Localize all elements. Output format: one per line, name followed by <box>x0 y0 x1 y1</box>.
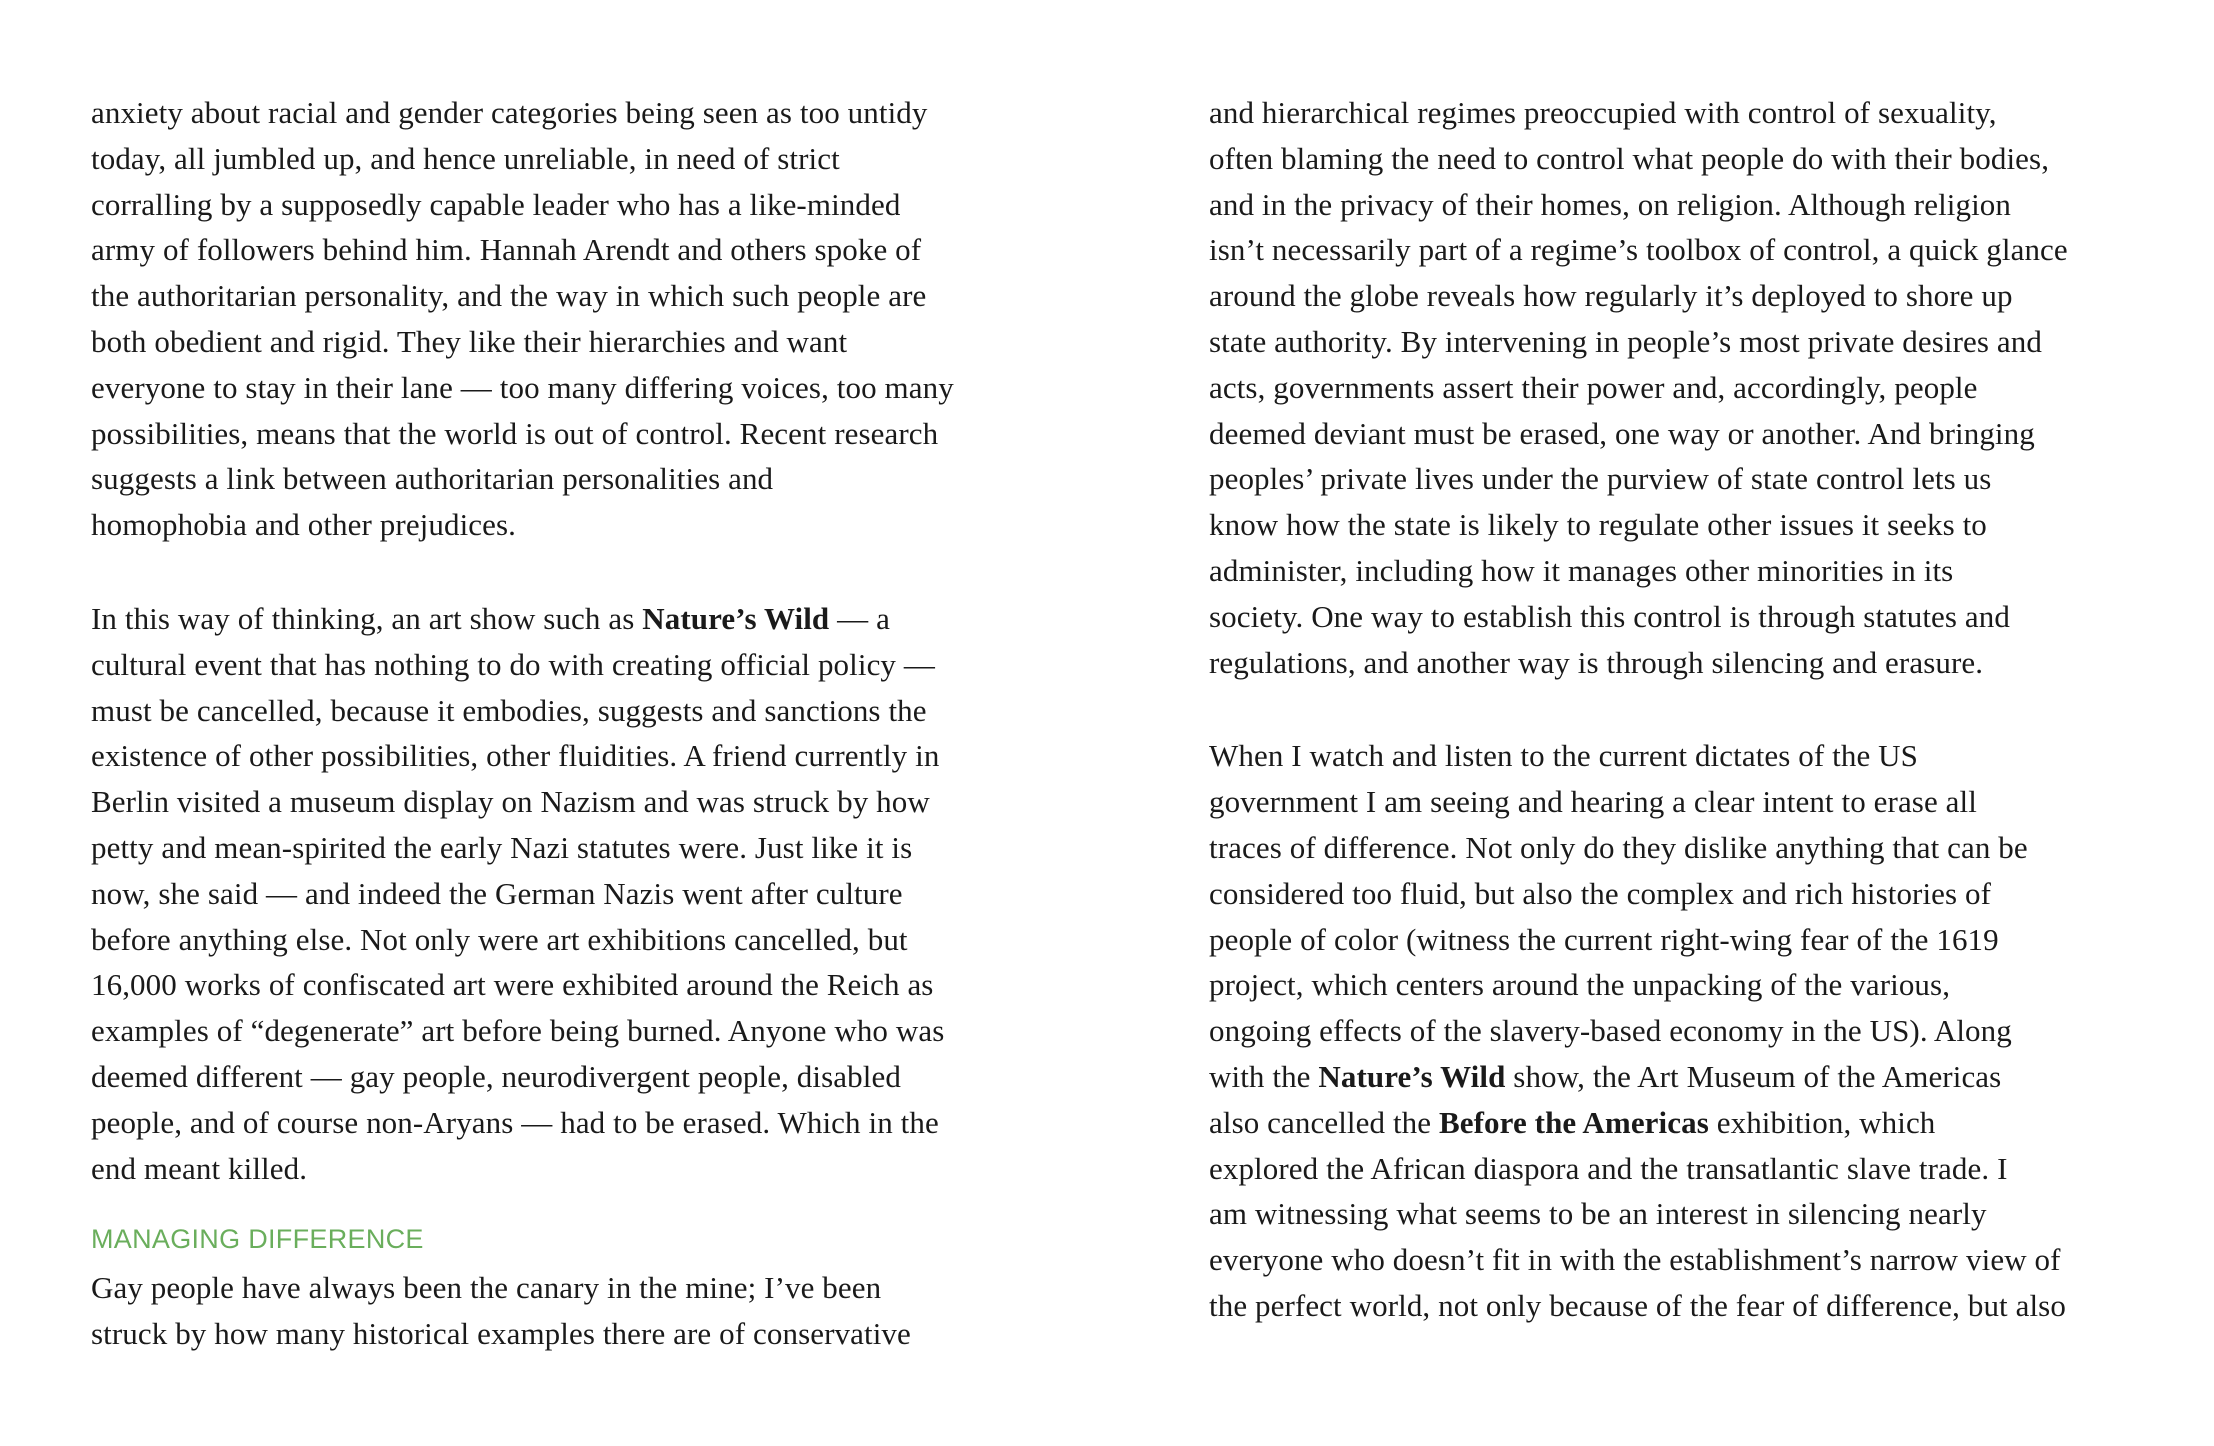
left-column <box>91 90 1011 1370</box>
text-line: today, all jumbled up, and hence unreliable, in need of strict <box>91 140 840 176</box>
text-line: everyone to stay in their lane — too many differing voices, too many <box>91 369 954 405</box>
text-line: society. One way to establish this control is through statutes and <box>1209 598 2010 634</box>
text-line: people of color (witness the current right-wing fear of the 1619 <box>1209 921 1999 957</box>
paragraph <box>1209 90 2129 685</box>
text-line: the perfect world, not only because of the fear of difference, but also <box>1209 1287 2066 1323</box>
text-run: show, the Art Museum of the Americas <box>1505 1058 2002 1094</box>
text-line: examples of “degenerate” art before being burned. Anyone who was <box>91 1013 945 1049</box>
text-line: end meant killed. <box>91 1150 308 1186</box>
text-line: traces of difference. Not only do they dislike anything that can be <box>1209 829 2028 865</box>
text-line: acts, governments assert their power and, accordingly, people <box>1209 369 1978 405</box>
text-line: corralling by a supposedly capable leader who has a like-minded <box>91 186 901 222</box>
text-line: now, she said — and indeed the German Nazis went after culture <box>91 875 903 911</box>
text-line: people, and of course non-Aryans — had to be erased. Which in the <box>91 1104 939 1140</box>
text-line: government I am seeing and hearing a clear intent to erase all <box>1209 784 1977 820</box>
text-line: the authoritarian personality, and the way in which such people are <box>91 278 927 314</box>
text-run: also cancelled the <box>1209 1104 1439 1140</box>
text-line: struck by how many historical examples there are of conservative <box>91 1316 911 1352</box>
text-line: isn’t necessarily part of a regime’s toolbox of control, a quick glance <box>1209 232 2068 268</box>
text-line: anxiety about racial and gender categories being seen as too untidy <box>91 95 928 130</box>
text-line: Berlin visited a museum display on Nazism and was struck by how <box>91 784 930 820</box>
text-line: existence of other possibilities, other fluidities. A friend currently in <box>91 738 940 774</box>
text-line: must be cancelled, because it embodies, suggests and sanctions the <box>91 692 927 728</box>
text-line: explored the African diaspora and the transatlantic slave trade. I <box>1209 1150 2008 1186</box>
text-line <box>91 596 1011 642</box>
paragraph-spacer <box>91 1191 1011 1221</box>
text-line: petty and mean-spirited the early Nazi statutes were. Just like it is <box>91 829 913 865</box>
text-line: 16,000 works of confiscated art were exhibited around the Reich as <box>91 967 934 1003</box>
text-line: and in the privacy of their homes, on religion. Although religion <box>1209 186 2012 222</box>
paragraph <box>1209 733 2129 1328</box>
text-line <box>1209 1100 2129 1146</box>
text-line <box>1209 1054 2129 1100</box>
text-line: peoples’ private lives under the purview of state control lets us <box>1209 461 1992 497</box>
section-heading: MANAGING DIFFERENCE <box>91 1224 424 1255</box>
text-run: with the <box>1209 1058 1319 1094</box>
text-run: In this way of thinking, an art show such as <box>91 600 643 636</box>
text-run: exhibition, which <box>1708 1104 1936 1140</box>
text-line: homophobia and other prejudices. <box>91 507 517 543</box>
text-line: When I watch and listen to the current dictates of the US <box>1209 738 1918 774</box>
text-line: cultural event that has nothing to do with creating official policy — <box>91 646 935 682</box>
text-line: often blaming the need to control what people do with their bodies, <box>1209 140 2050 176</box>
paragraph <box>91 596 1011 1191</box>
text-line: regulations, and another way is through silencing and erasure. <box>1209 644 1984 680</box>
text-line: army of followers behind him. Hannah Arendt and others spoke of <box>91 232 922 268</box>
text-line: administer, including how it manages other minorities in its <box>1209 552 1954 588</box>
text-line: both obedient and rigid. They like their hierarchies and want <box>91 323 848 359</box>
text-line: ongoing effects of the slavery-based economy in the US). Along <box>1209 1013 2012 1049</box>
right-column <box>1209 90 2129 1329</box>
paragraph <box>91 90 1011 548</box>
text-line: deemed deviant must be erased, one way or another. And bringing <box>1209 415 2035 451</box>
text-line: everyone who doesn’t fit in with the establishment’s narrow view of <box>1209 1242 2061 1278</box>
text-line: possibilities, means that the world is out of control. Recent research <box>91 415 939 451</box>
text-line: state authority. By intervening in people’s most private desires and <box>1209 323 2042 359</box>
text-line: around the globe reveals how regularly it’s deployed to shore up <box>1209 278 2013 314</box>
text-line: suggests a link between authoritarian personalities and <box>91 461 774 497</box>
text-line: know how the state is likely to regulate other issues it seeks to <box>1209 507 1987 543</box>
text-run: — a <box>829 600 890 636</box>
exhibition-title: Nature’s Wild <box>1318 1058 1506 1094</box>
text-line: am witnessing what seems to be an interest in silencing nearly <box>1209 1196 1987 1232</box>
text-line: Gay people have always been the canary in the mine; I’ve been <box>91 1270 882 1306</box>
text-line: before anything else. Not only were art exhibitions cancelled, but <box>91 921 908 957</box>
exhibition-title: Nature’s Wild <box>642 600 830 636</box>
exhibition-title: Before the Americas <box>1438 1104 1709 1140</box>
text-line: deemed different — gay people, neurodivergent people, disabled <box>91 1058 901 1094</box>
paragraph <box>91 1265 1011 1357</box>
paragraph-spacer <box>1209 685 2129 733</box>
text-line: and hierarchical regimes preoccupied with control of sexuality, <box>1209 95 1997 130</box>
text-line: considered too fluid, but also the complex and rich histories of <box>1209 875 1992 911</box>
paragraph-spacer <box>91 548 1011 596</box>
text-line: project, which centers around the unpacking of the various, <box>1209 967 1951 1003</box>
